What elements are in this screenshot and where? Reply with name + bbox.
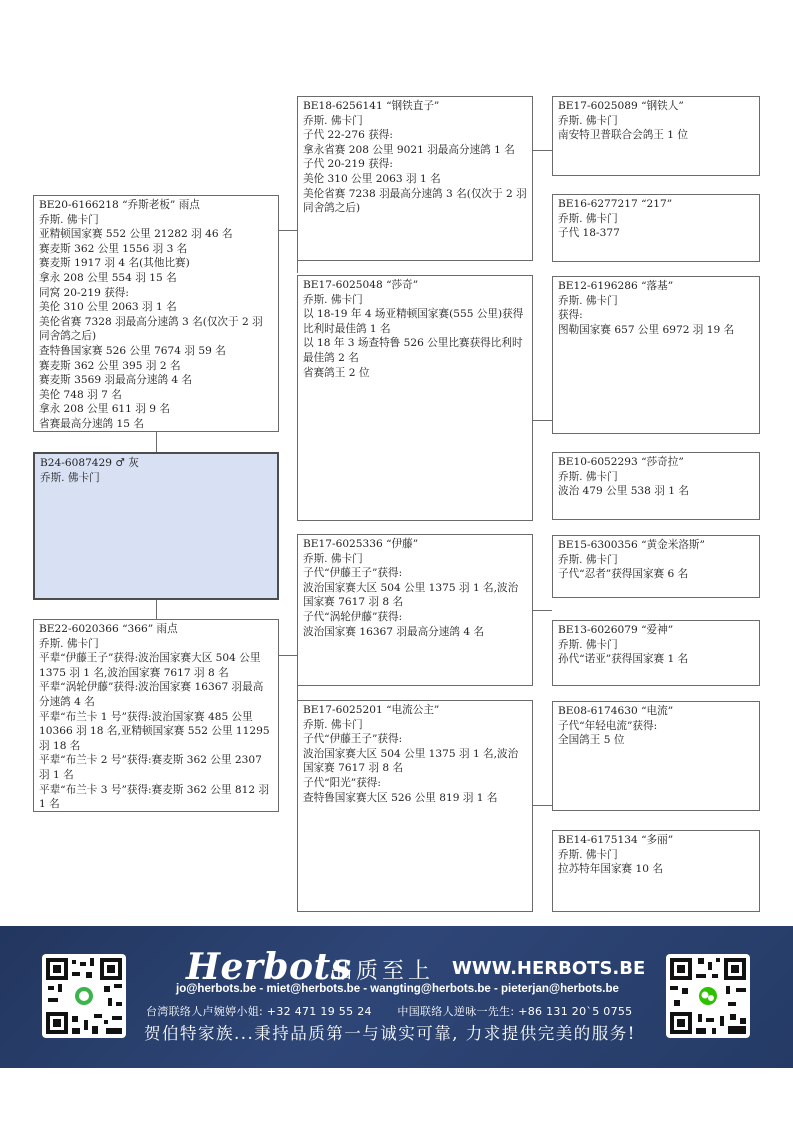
motto: 贺伯特家族...秉持品质第一与诚实可靠, 力求提供完美的服务! xyxy=(144,1024,636,1043)
card-line: 赛麦斯 362 公里 395 羽 2 名 xyxy=(39,359,181,372)
great-grandparent-card xyxy=(552,535,760,598)
card-line: 赛麦斯 362 公里 1556 羽 3 名 xyxy=(39,242,188,255)
card-line: 波治国家赛大区 504 公里 1375 羽 1 名,波治国家赛 7617 羽 8 名 xyxy=(303,747,519,775)
connector xyxy=(533,610,552,611)
email-list[interactable]: jo@herbots.be - miet@herbots.be - wangting@herbots.be - pieterjan@herbots.be xyxy=(176,983,619,995)
card-line: 波治国家赛大区 504 公里 1375 羽 1 名,波治国家赛 7617 羽 8 名 xyxy=(303,581,519,609)
card-line: 乔斯. 佛卡门 xyxy=(558,553,618,566)
pigeon-id-name: B24-6087429 ♂ 灰 xyxy=(40,457,139,469)
card-line: 乔斯. 佛卡门 xyxy=(39,637,99,650)
card-line: 乔斯. 佛卡门 xyxy=(303,114,363,127)
card-line: 乔斯. 佛卡门 xyxy=(558,848,618,861)
great-grandparent-card xyxy=(552,194,760,262)
card-line: 乔斯. 佛卡门 xyxy=(303,718,363,731)
sire-dam-card xyxy=(297,275,533,521)
pigeon-id-name: BE20-6166218 “乔斯老板” 雨点 xyxy=(39,199,200,211)
card-line: 平辈“布兰卡 3 号”获得:赛麦斯 362 公里 812 羽 1 名 xyxy=(39,783,270,811)
great-grandparent-card xyxy=(552,452,760,520)
card-line: 平辈“布兰卡 1 号”获得:波治国家赛 485 公里 10366 羽 18 名,亚精顿国家赛 552 公里 11295 羽 18 名 xyxy=(39,710,270,752)
sire-card xyxy=(33,195,279,432)
wechat-qr-icon xyxy=(666,954,750,1038)
card-line: 亚精顿国家赛 552 公里 21282 羽 46 名 xyxy=(39,228,233,241)
pigeon-id-name: BE13-6026079 “爱神” xyxy=(558,624,674,636)
pigeon-id-name: BE15-6300356 “黄金米洛斯” xyxy=(558,539,705,551)
pigeon-id-name: BE17-6025201 “电流公主” xyxy=(303,704,440,716)
card-line: 乔斯. 佛卡门 xyxy=(558,638,618,651)
card-line: 拿永省赛 208 公里 9021 羽最高分速鸽 1 名 xyxy=(303,143,515,156)
card-line: 乔斯. 佛卡门 xyxy=(558,470,618,483)
card-line: 波治 479 公里 538 羽 1 名 xyxy=(558,485,689,498)
card-line: 波治国家赛 16367 羽最高分速鸽 4 名 xyxy=(303,625,485,638)
subject-card xyxy=(33,452,279,600)
great-grandparent-card xyxy=(552,96,760,176)
card-line: 同窝 20-219 获得: xyxy=(39,286,129,299)
connector xyxy=(156,432,157,452)
card-line: 子代 20-219 获得: xyxy=(303,158,393,171)
card-line: 以 18 年 3 场查特鲁 526 公里比赛获得比利时最佳鸽 2 名 xyxy=(303,337,523,364)
great-grandparent-card xyxy=(552,830,760,912)
great-grandparent-card xyxy=(552,701,760,811)
card-line: 省赛最高分速鸽 15 名 xyxy=(39,417,144,430)
pigeon-id-name: BE17-6025048 “莎奇” xyxy=(303,279,419,291)
card-line: 乔斯. 佛卡门 xyxy=(39,213,99,226)
pigeon-id-name: BE18-6256141 “钢铁直子” xyxy=(303,100,440,112)
taiwan-contact: 台湾联络人卢婉婷小姐: +32 471 19 55 24 xyxy=(146,1005,372,1018)
sire-sire-card xyxy=(297,96,533,261)
connector xyxy=(533,420,552,421)
great-grandparent-card xyxy=(552,276,760,434)
line-app-qr-icon xyxy=(42,954,126,1038)
card-line: 图勒国家赛 657 公里 6972 羽 19 名 xyxy=(558,323,735,336)
card-line: 南安特卫普联合会鸽王 1 位 xyxy=(558,129,689,142)
card-line: 乔斯. 佛卡门 xyxy=(40,471,100,484)
connector xyxy=(533,150,552,151)
card-line: 美伦省赛 7238 羽最高分速鸽 3 名(仅次于 2 羽同舍鸽之后) xyxy=(303,187,527,215)
card-line: 平辈“布兰卡 2 号”获得:赛麦斯 362 公里 2307 羽 1 名 xyxy=(39,754,262,781)
card-line: 美伦 310 公里 2063 羽 1 名 xyxy=(39,301,177,314)
card-line: 美伦 748 羽 7 名 xyxy=(39,388,122,401)
card-line: 查特鲁国家赛 526 公里 7674 羽 59 名 xyxy=(39,344,226,357)
pigeon-id-name: BE17-6025336 “伊藤” xyxy=(303,538,419,550)
pigeon-id-name: BE12-6196286 “落基” xyxy=(558,280,674,292)
card-line: 平辈“涡轮伊藤”获得:波治国家赛 16367 羽最高分速鸽 4 名 xyxy=(39,681,264,708)
card-line: 乔斯. 佛卡门 xyxy=(558,212,618,225)
card-line: 乔斯. 佛卡门 xyxy=(303,293,363,306)
card-line: 获得: xyxy=(558,309,583,322)
card-line: 孙代“诺亚”获得国家赛 1 名 xyxy=(558,653,689,666)
card-line: 拿永 208 公里 611 羽 9 名 xyxy=(39,403,170,416)
connector xyxy=(156,600,157,619)
slogan: 品质至上 xyxy=(330,959,435,984)
connector xyxy=(533,805,552,806)
contact-phones xyxy=(146,1003,646,1019)
card-line: 子代 22-276 获得: xyxy=(303,129,393,142)
great-grandparent-card xyxy=(552,620,760,686)
pigeon-id-name: BE10-6052293 “莎奇拉” xyxy=(558,456,684,468)
china-contact: 中国联络人逆咏一先生: +86 131 20`5 0755 xyxy=(397,1005,633,1018)
card-line: 赛麦斯 1917 羽 4 名(其他比赛) xyxy=(39,257,190,270)
card-line: 美伦 310 公里 2063 羽 1 名 xyxy=(303,172,441,185)
card-line: 美伦省赛 7328 羽最高分速鸽 3 名(仅次于 2 羽同舍鸽之后) xyxy=(39,315,263,343)
footer-banner xyxy=(0,926,793,1068)
card-line: 子代“伊藤王子”获得: xyxy=(303,733,403,746)
card-line: 子代“忍者”获得国家赛 6 名 xyxy=(558,568,689,581)
dam-card xyxy=(33,619,279,812)
pigeon-id-name: BE22-6020366 “366” 雨点 xyxy=(39,623,178,635)
dam-dam-card xyxy=(297,700,533,912)
card-line: 平辈“伊藤王子”获得:波治国家赛大区 504 公里 1375 羽 1 名,波治国家赛 7617 羽 8 名 xyxy=(39,652,261,679)
dam-sire-card xyxy=(297,534,533,686)
card-line: 子代“涡轮伊藤”获得: xyxy=(303,610,403,623)
card-line: 赛麦斯 3569 羽最高分速鸽 4 名 xyxy=(39,374,193,387)
card-line: 拿永 208 公里 554 羽 15 名 xyxy=(39,271,177,284)
connector xyxy=(279,230,297,231)
pigeon-id-name: BE16-6277217 “217” xyxy=(558,198,673,210)
pigeon-id-name: BE08-6174630 “电流” xyxy=(558,705,674,717)
card-line: 乔斯. 佛卡门 xyxy=(558,294,618,307)
card-line: 子代“年轻电流”获得: xyxy=(558,719,658,732)
card-line: 子代“伊藤王子”获得: xyxy=(303,567,403,580)
pigeon-id-name: BE14-6175134 “多丽” xyxy=(558,834,674,846)
card-line: 以 18-19 年 4 场亚精顿国家赛(555 公里)获得比利时最佳鸽 1 名 xyxy=(303,308,524,335)
pigeon-id-name: BE17-6025089 “钢铁人” xyxy=(558,100,684,112)
card-line: 省赛鸽王 2 位 xyxy=(303,366,370,379)
card-line: 全国鸽王 5 位 xyxy=(558,734,625,747)
card-line: 乔斯. 佛卡门 xyxy=(303,552,363,565)
card-line: 乔斯. 佛卡门 xyxy=(558,114,618,127)
card-line: 子代“阳光”获得: xyxy=(303,776,381,789)
connector xyxy=(279,655,297,656)
card-line: 查特鲁国家赛大区 526 公里 819 羽 1 名 xyxy=(303,791,498,804)
card-line: 子代 18-377 xyxy=(558,227,620,240)
card-line: 拉苏特年国家赛 10 名 xyxy=(558,863,663,876)
brand-logo: Herbots xyxy=(186,946,352,988)
website-link[interactable]: WWW.HERBOTS.BE xyxy=(452,958,646,979)
